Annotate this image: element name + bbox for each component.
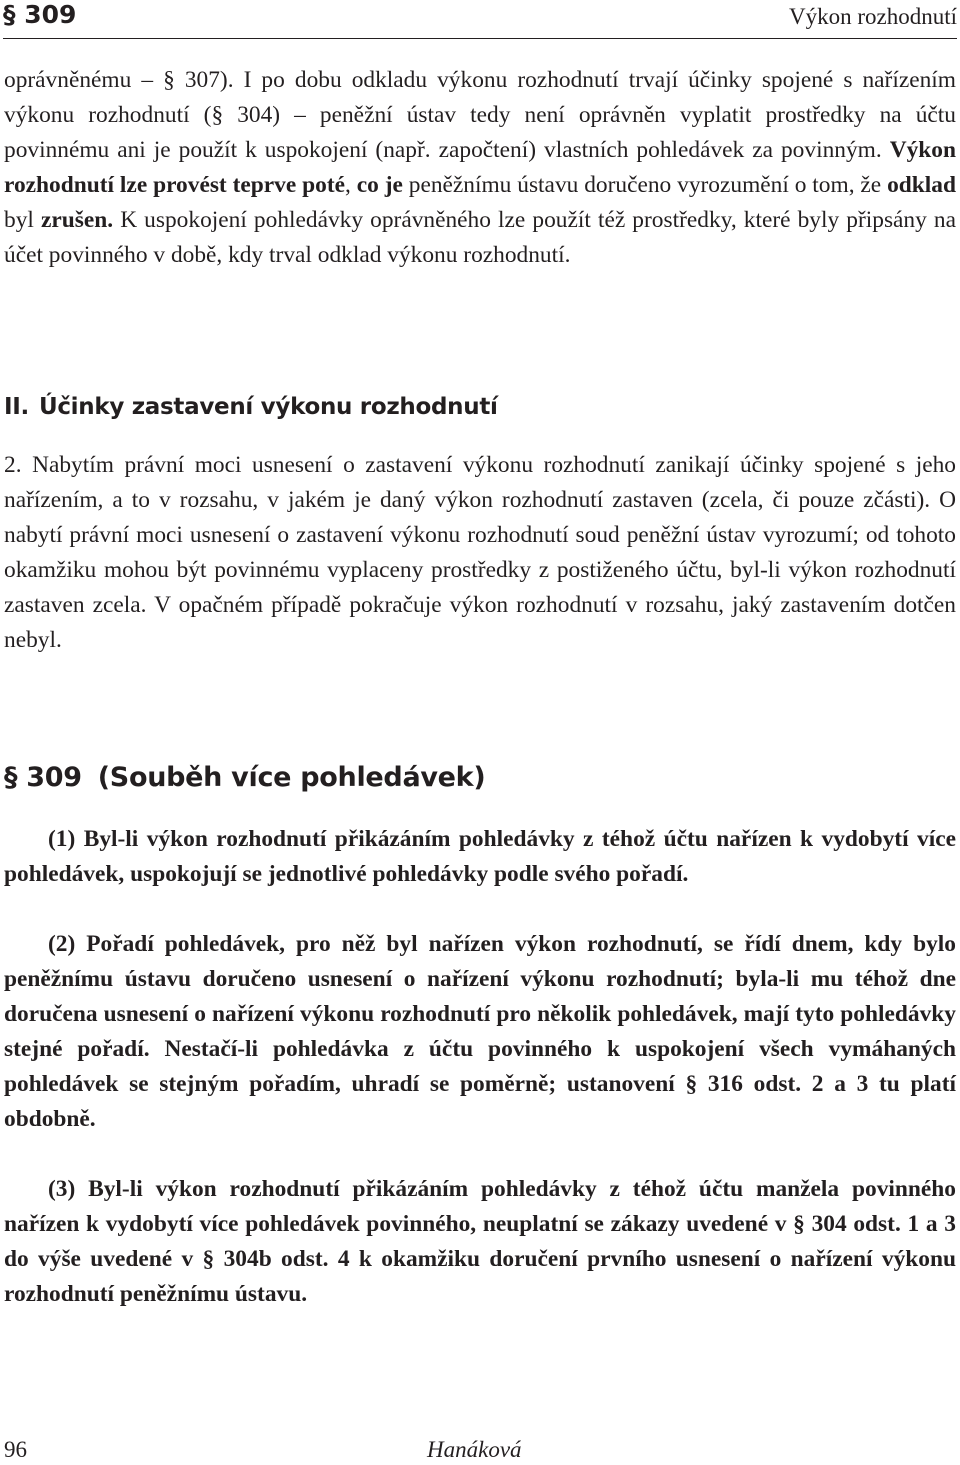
paragraph-odklad: oprávněnému – § 307). I po dobu odkladu výkonu rozhodnutí trvají účinky spojené s nařízením výkonu rozhodnutí (§ 304) – peněžní ústav tedy není oprávněn vyplatit prostředky na účtu povinnému ani je použít k uspokojení (např. započtení) vlastních pohledávek za povinným. Výkon rozhodnutí lze provést teprve poté, co je peněžnímu ústavu doručeno vyrozumění o tom, že odklad byl zrušen. K uspokojení pohledávky oprávněného lze použít též prostředky, které byly připsány na účet povinného v době, kdy trval odklad výkonu rozhodnutí.: [4, 67, 956, 268]
section-number: § 309: [4, 762, 82, 793]
law-paragraph-3: (3) Byl-li výkon rozhodnutí přikázáním pohledávky z téhož účtu manžela povinného nařízen k vydobytí více pohledávek povinného, neuplatní se zákazy uvedené v § 304 odst. 1 a 3 do výše uvedené v § 304b odst. 4 k okamžiku doručení prvního usnesení o nařízení výkonu rozhodnutí peněžnímu ústavu.: [4, 1176, 956, 1307]
law-paragraph-2: (2) Pořadí pohledávek, pro něž byl nařízen výkon rozhodnutí, se řídí dnem, kdy bylo peněžnímu ústavu doručeno usnesení o nařízení výkonu rozhodnutí; byla-li mu téhož dne doručena usnesení o nařízení výkonu rozhodnutí pro několik pohledávek, mají tyto pohledávky stejné pořadí. Nestačí-li pohledávka z účtu povinného k uspokojení všech vymáhaných pohledávek se stejným pořadím, uhradí se poměrně; ustanovení § 316 odst. 2 a 3 tu platí obdobně.: [4, 931, 956, 1132]
running-header: [3, 0, 957, 39]
subsection-heading: [4, 394, 498, 420]
page-number: 96: [4, 1437, 27, 1462]
section-title: (Souběh více pohledávek): [97, 762, 486, 793]
header-section-number: § 309: [3, 0, 77, 29]
subsection-title: Účinky zastavení výkonu rozhodnutí: [38, 394, 498, 420]
subsection-number: II.: [4, 394, 29, 420]
paragraph-zastaveni: 2. Nabytím právní moci usnesení o zastavení výkonu rozhodnutí zanikají účinky spojené s jeho nařízením, a to v rozsahu, v jakém je daný výkon rozhodnutí zastaven (zcela, či pouze zčásti). O nabytí právní moci usnesení o zastavení výkonu rozhodnutí soud peněžní ústav vyrozumí; od tohoto okamžiku mohou být povinnému vyplaceny prostředky z postiženého účtu, byl-li výkon rozhodnutí zastaven zcela. V opačném případě pokračuje výkon rozhodnutí v rozsahu, jaký zastavením dotčen nebyl.: [4, 452, 956, 653]
header-chapter-title: Výkon rozhodnutí: [788, 4, 957, 29]
section-heading: [4, 762, 485, 793]
law-paragraph-1: (1) Byl-li výkon rozhodnutí přikázáním pohledávky z téhož účtu nařízen k vydobytí více pohledávek, uspokojují se jednotlivé pohledávky podle svého pořadí.: [4, 826, 956, 887]
footer-author: Hanáková: [427, 1437, 522, 1462]
